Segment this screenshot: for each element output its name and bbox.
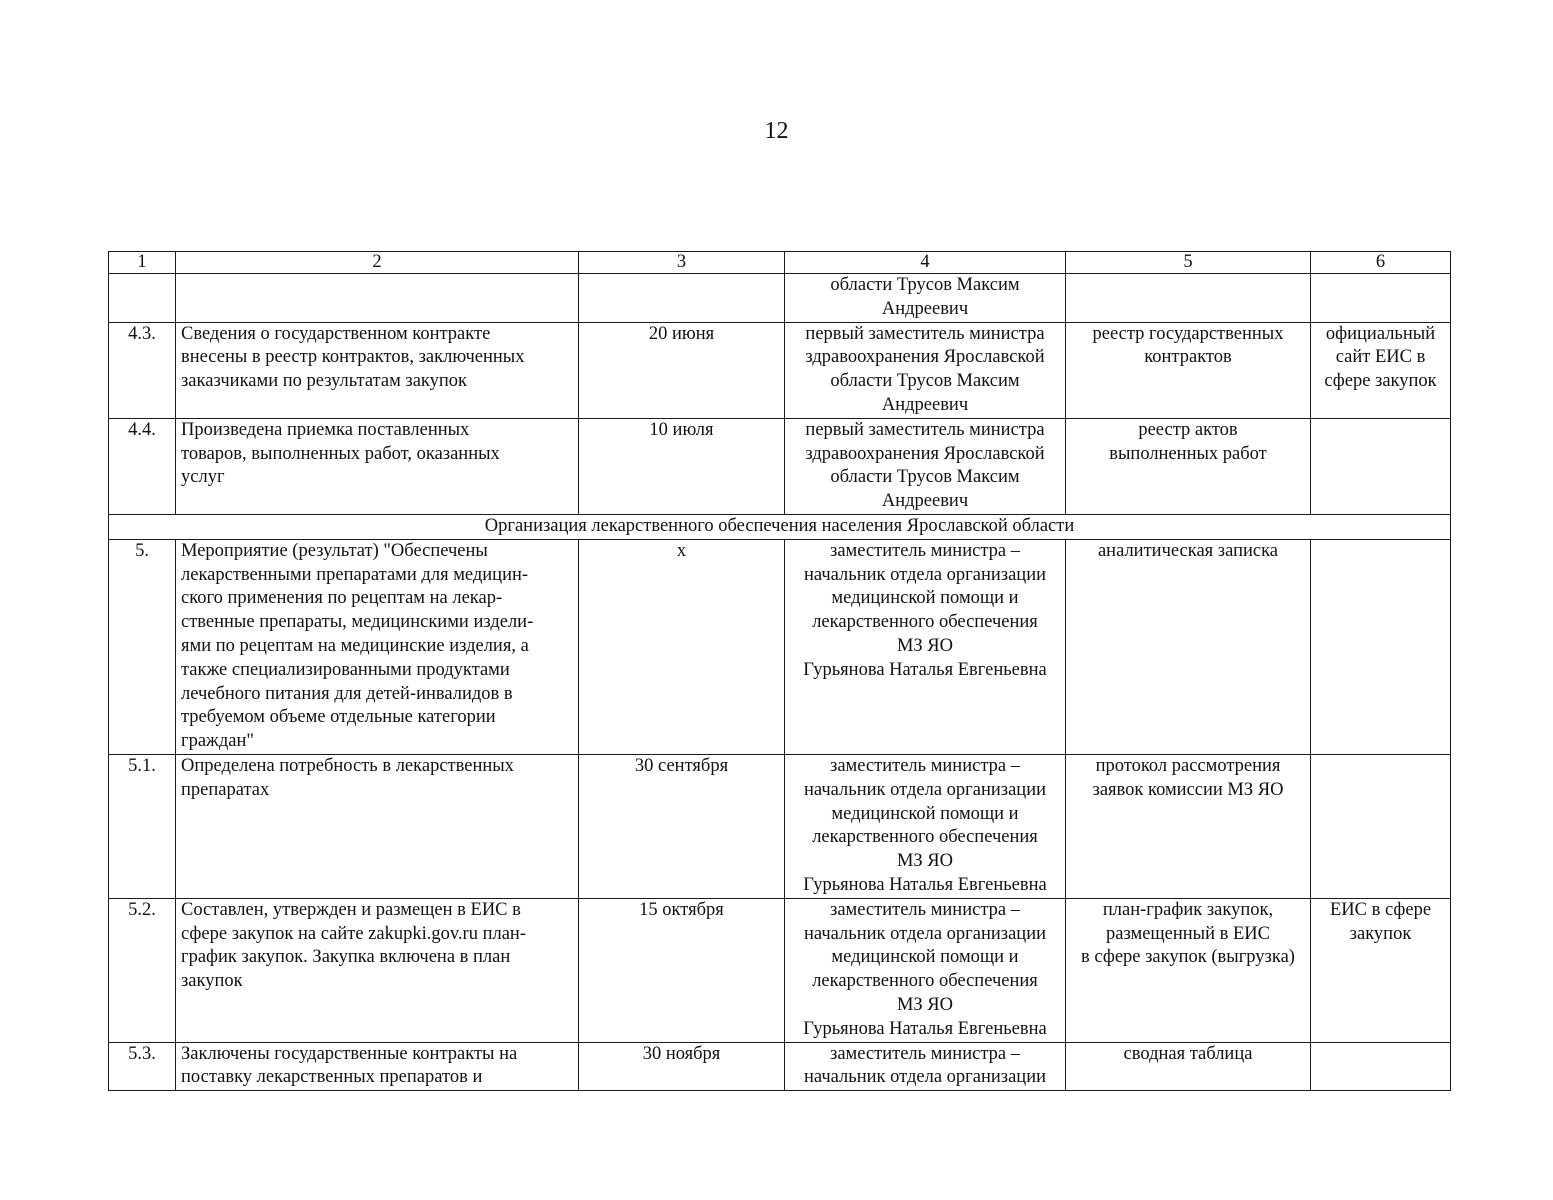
deadline-cell: 30 ноября <box>579 1042 785 1091</box>
column-number-5: 5 <box>1066 252 1311 274</box>
responsible-person-line: начальник отдела организации <box>804 564 1046 585</box>
confirming-document-line: выполненных работ <box>1109 443 1267 464</box>
event-text-line: закупок <box>181 971 243 992</box>
responsible-person-line: заместитель министра – <box>830 755 1020 776</box>
responsible-person-line: лекарственного обеспечения <box>812 612 1038 633</box>
event-text-line: Мероприятие (результат) "Обеспечены <box>181 540 488 561</box>
plan-table-body <box>109 252 1451 1091</box>
confirming-document-line: сводная таблица <box>1123 1043 1253 1064</box>
item-number-cell: 4.3. <box>109 322 176 418</box>
column-number-1: 1 <box>109 252 176 274</box>
info-source-line: сфере закупок <box>1324 371 1437 392</box>
responsible-person-line: Гурьянова Наталья Евгеньевна <box>803 1018 1047 1039</box>
info-source-cell <box>1311 754 1451 898</box>
responsible-person-line: медицинской помощи и <box>831 803 1019 824</box>
info-source-line: ЕИС в сфере <box>1329 899 1432 920</box>
responsible-person-line: области Трусов Максим <box>830 467 1020 488</box>
item-number-cell: 5. <box>109 539 176 754</box>
responsible-person-cell <box>785 1042 1066 1091</box>
event-text-line: препаратах <box>181 779 270 800</box>
responsible-person-line: начальник отдела организации <box>804 1067 1046 1088</box>
event-text-cell <box>176 322 579 418</box>
event-text-line: Заключены государственные контракты на <box>181 1043 518 1064</box>
confirming-document-line: аналитическая записка <box>1097 540 1279 561</box>
event-text-cell <box>176 274 579 323</box>
responsible-person-line: Гурьянова Наталья Евгеньевна <box>803 659 1047 680</box>
event-text-line: ского применения по рецептам на лекар- <box>181 588 503 609</box>
confirming-document-cell <box>1066 898 1311 1042</box>
responsible-person-line: первый заместитель министра <box>805 419 1045 440</box>
event-text-line: лечебного питания для детей-инвалидов в <box>181 683 513 704</box>
event-text-cell <box>176 1042 579 1091</box>
event-text-line: поставку лекарственных препаратов и <box>181 1067 483 1088</box>
plan-table <box>108 251 1451 1091</box>
table-row <box>109 539 1451 754</box>
column-number-4: 4 <box>785 252 1066 274</box>
confirming-document-cell <box>1066 754 1311 898</box>
event-text-line: Определена потребность в лекарственных <box>181 755 514 776</box>
confirming-document-line: реестр актов <box>1138 419 1238 440</box>
deadline-cell: 20 июня <box>579 322 785 418</box>
event-text-line: также специализированными продуктами <box>181 659 510 680</box>
section-row <box>109 514 1451 539</box>
confirming-document-line: контрактов <box>1144 347 1232 368</box>
confirming-document-cell <box>1066 418 1311 514</box>
item-number-cell: 4.4. <box>109 418 176 514</box>
event-text-line: товаров, выполненных работ, оказанных <box>181 443 500 464</box>
confirming-document-cell <box>1066 539 1311 754</box>
deadline-cell: х <box>579 539 785 754</box>
responsible-person-line: Андреевич <box>881 491 969 512</box>
responsible-person-line: начальник отдела организации <box>804 923 1046 944</box>
confirming-document-line: размещенный в ЕИС <box>1106 923 1270 944</box>
info-source-cell <box>1311 898 1451 1042</box>
confirming-document-cell <box>1066 1042 1311 1091</box>
responsible-person-line: заместитель министра – <box>830 540 1020 561</box>
event-text-cell <box>176 418 579 514</box>
info-source-line: официальный <box>1325 323 1436 344</box>
info-source-cell <box>1311 418 1451 514</box>
responsible-person-cell <box>785 322 1066 418</box>
event-text-line: внесены в реестр контрактов, заключенных <box>181 347 525 368</box>
table-row <box>109 274 1451 323</box>
responsible-person-cell <box>785 539 1066 754</box>
event-text-line: график закупок. Закупка включена в план <box>181 947 511 968</box>
responsible-person-line: здравоохранения Ярославской <box>805 347 1045 368</box>
item-number-cell: 5.2. <box>109 898 176 1042</box>
confirming-document-cell <box>1066 322 1311 418</box>
responsible-person-line: заместитель министра – <box>830 1043 1020 1064</box>
item-number-cell: 5.1. <box>109 754 176 898</box>
responsible-person-cell <box>785 418 1066 514</box>
responsible-person-line: медицинской помощи и <box>831 947 1019 968</box>
deadline-cell: 15 октября <box>579 898 785 1042</box>
column-number-row <box>109 252 1451 274</box>
info-source-line: закупок <box>1349 923 1412 944</box>
table-row <box>109 754 1451 898</box>
page-number: 12 <box>764 118 789 144</box>
section-title: Организация лекарственного обеспечения населения Ярославской области <box>109 514 1451 539</box>
responsible-person-line: области Трусов Максим <box>830 371 1020 392</box>
event-text-cell <box>176 898 579 1042</box>
responsible-person-line: первый заместитель министра <box>805 323 1045 344</box>
responsible-person-cell <box>785 274 1066 323</box>
table-row <box>109 898 1451 1042</box>
info-source-cell <box>1311 322 1451 418</box>
event-text-line: Составлен, утвержден и размещен в ЕИС в <box>181 899 521 920</box>
event-text-cell <box>176 539 579 754</box>
confirming-document-cell <box>1066 274 1311 323</box>
confirming-document-line: план-график закупок, <box>1102 899 1274 920</box>
info-source-cell <box>1311 1042 1451 1091</box>
deadline-cell: 30 сентября <box>579 754 785 898</box>
responsible-person-line: лекарственного обеспечения <box>812 971 1038 992</box>
event-text-line: требуемом объеме отдельные категории <box>181 707 496 728</box>
responsible-person-line: области Трусов Максим <box>830 275 1020 295</box>
event-text-line: Произведена приемка поставленных <box>181 419 470 440</box>
confirming-document-line: в сфере закупок (выгрузка) <box>1081 947 1295 968</box>
responsible-person-line: начальник отдела организации <box>804 779 1046 800</box>
responsible-person-cell <box>785 898 1066 1042</box>
info-source-line: сайт ЕИС в <box>1335 347 1426 368</box>
info-source-cell <box>1311 274 1451 323</box>
confirming-document-line: протокол рассмотрения <box>1095 755 1281 776</box>
event-text-line: Сведения о государственном контракте <box>181 323 491 344</box>
confirming-document-line: заявок комиссии МЗ ЯО <box>1092 779 1284 800</box>
responsible-person-line: лекарственного обеспечения <box>812 827 1038 848</box>
column-number-3: 3 <box>579 252 785 274</box>
table-row <box>109 1042 1451 1091</box>
item-number-cell <box>109 274 176 323</box>
event-text-line: ственные препараты, медицинскими издели- <box>181 612 534 633</box>
event-text-line: граждан" <box>181 731 254 752</box>
responsible-person-line: Андреевич <box>881 298 969 319</box>
confirming-document-line: реестр государственных <box>1092 323 1284 344</box>
column-number-6: 6 <box>1311 252 1451 274</box>
item-number-cell: 5.3. <box>109 1042 176 1091</box>
event-text-line: сфере закупок на сайте zakupki.gov.ru план- <box>181 923 526 944</box>
responsible-person-line: МЗ ЯО <box>896 851 954 872</box>
responsible-person-line: медицинской помощи и <box>831 588 1019 609</box>
column-number-2: 2 <box>176 252 579 274</box>
responsible-person-cell <box>785 754 1066 898</box>
responsible-person-line: здравоохранения Ярославской <box>805 443 1045 464</box>
responsible-person-line: заместитель министра – <box>830 899 1020 920</box>
event-text-line: заказчиками по результатам закупок <box>181 371 468 392</box>
responsible-person-line: МЗ ЯО <box>896 635 954 656</box>
table-row <box>109 322 1451 418</box>
deadline-cell <box>579 274 785 323</box>
event-text-cell <box>176 754 579 898</box>
event-text-line: услуг <box>181 467 225 488</box>
info-source-cell <box>1311 539 1451 754</box>
table-row <box>109 418 1451 514</box>
event-text-line: лекарственными препаратами для медицин- <box>181 564 529 585</box>
event-text-line: ями по рецептам на медицинские изделия, а <box>181 635 529 656</box>
responsible-person-line: МЗ ЯО <box>896 994 954 1015</box>
responsible-person-line: Гурьянова Наталья Евгеньевна <box>803 874 1047 895</box>
deadline-cell: 10 июля <box>579 418 785 514</box>
responsible-person-line: Андреевич <box>881 394 969 415</box>
